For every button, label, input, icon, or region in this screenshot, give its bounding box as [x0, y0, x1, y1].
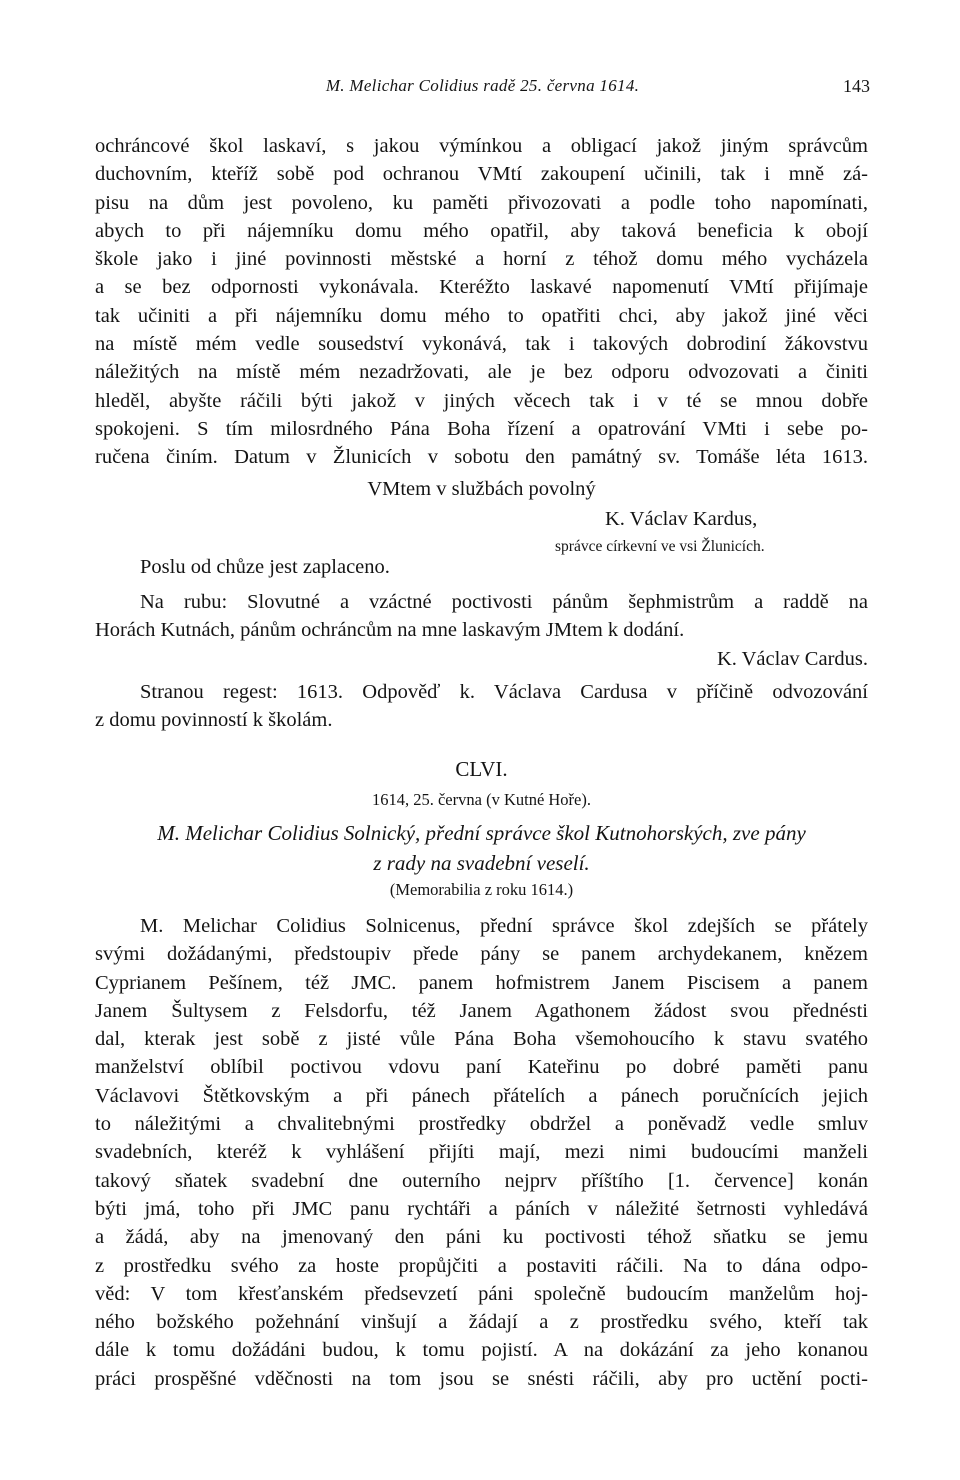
text-line: ochráncové škol laskaví, s jakou výmínkou a obligací jakož jiným správcům	[95, 135, 868, 157]
text-line: Cyprianem Pešínem, též JMC. panem hofmistrem Janem Piscisem a panem	[95, 971, 868, 994]
text-line: a žádá, aby na jmenovaný den páni ku poctivosti téhož sňatku se jemu	[95, 1226, 868, 1249]
closing-greeting: VMtem v službách povolný	[367, 478, 596, 500]
text-line: ručena činím. Datum v Žlunicích v sobotu den památný sv. Tomáše léta 1613.	[95, 446, 868, 469]
messenger-note: Poslu od chůze jest zaplaceno.	[140, 556, 390, 578]
text-line: náležitých na místě mém nezadržovati, ale je bez odporu odvozovati a činiti	[95, 361, 868, 384]
text-line: abych to při nájemníku domu mého opatřil, aby taková beneficia k obojí	[95, 219, 868, 242]
text-line: býti jmá, toho při JMC panu rychtáři a páních v náležité šetrnosti vyhledává	[95, 1197, 868, 1220]
document-title	[95, 818, 868, 878]
text-line: z domu povinností k školám.	[95, 709, 333, 732]
text-line: spokojeni. S tím milosrdného Pána Boha řízení a opatrování VMti i sebe po-	[95, 417, 868, 440]
text-line: na místě mém vedle sousedství vykonává, tak i takových dobrodiní žákovstvu	[95, 333, 868, 356]
page-number: 143	[843, 76, 870, 96]
text-line: pisu na dům jest povoleno, ku paměti přivozovati a podle toho napomínati,	[95, 191, 868, 214]
document-number: CLVI.	[455, 757, 508, 781]
running-title: M. Melichar Colidius radě 25. června 1614.	[325, 76, 640, 95]
text-line: M. Melichar Colidius Solnicenus, přední správce škol zdejších se přátely	[140, 915, 868, 937]
document-source: (Memorabilia z roku 1614.)	[389, 880, 574, 899]
text-line: duchovním, kteříž sobě pod ochranou VMtí zakoupení učinili, tak i mně zá-	[95, 163, 868, 186]
document-date: 1614, 25. června (v Kutné Hoře).	[371, 790, 591, 809]
text-line: škole jako i jiné povinnosti městské a horní z téhož domu mého vycházela	[95, 248, 868, 271]
text-line: věd: V tom křesťanském předsevzetí páni společně budoucím manželům hoj-	[95, 1282, 868, 1305]
text-line: Janem Šultysem z Felsdorfu, též Janem Agathonem žádost svou přednésti	[95, 999, 868, 1022]
title-line: z rady na svadební veselí.	[373, 851, 590, 875]
letter-body	[95, 132, 868, 472]
text-line: tak učiniti a při nájemníku domu mého to opatřiti chci, aby jakož jiné věci	[95, 304, 868, 327]
text-line: Stranou regest: 1613. Odpověď k. Václava Cardusa v příčině odvozování	[140, 681, 868, 703]
text-line: ného božského požehnání vinšují a žádají a z prostředku svého, kteří tak	[95, 1311, 868, 1334]
text-line: a se bez odpornosti vykonávala. Kteréžto laskavé napomenutí VMtí přijímaje	[95, 276, 868, 299]
text-line: Václavovi Štětkovským a při pánech přátelích a pánech poručnících jejich	[95, 1084, 868, 1107]
text-line: svadebních, kteréž k vyhlášení přijíti mají, mezi nimi budoucími manželi	[95, 1141, 868, 1164]
text-line: z prostředku svého za hoste propůjčiti a postaviti ráčili. Na to dána odpo-	[95, 1254, 868, 1277]
verso-note	[95, 588, 868, 645]
regest-note	[95, 678, 868, 735]
text-line: takový sňatek svadební dne outerního nejprv příštího [1. července] konán	[95, 1169, 868, 1192]
text-line: dále k tomu dožádáni budou, k tomu pojistí. A na dokázání za jeho konanou	[95, 1339, 868, 1362]
signature-title: správce církevní ve vsi Žlunicích.	[555, 538, 765, 555]
page-header	[95, 76, 870, 106]
text-line: práci prospěšné vděčnosti na tom jsou se snésti ráčili, aby pro uctění pocti-	[95, 1367, 868, 1390]
text-line: Na rubu: Slovutné a vzáctné poctivosti pánům šephmistrům a raddě na	[140, 591, 868, 613]
document-body	[95, 912, 868, 1393]
text-line: to náležitými a chvalitebnými prostředky obdržel a poněvadž vedle smluv	[95, 1113, 868, 1136]
text-line: hleděl, abyšte ráčili býti jakož v jiných věcech tak i v té se mnou dobře	[95, 389, 868, 412]
signature: K. Václav Kardus,	[605, 508, 758, 530]
title-line: M. Melichar Colidius Solnický, přední správce škol Kutnohorských, zve pány	[157, 821, 806, 845]
text-line: dal, kterak jest sobě z jisté vůle Pána Boha všemohoucího k stavu svatého	[95, 1028, 868, 1051]
verso-signature: K. Václav Cardus.	[716, 648, 868, 670]
text-line: manželství oblíbil poctivou vdovu paní Kateřinu po dobré paměti panu	[95, 1056, 868, 1079]
text-line: Horách Kutnách, pánům ochráncům na mne laskavým JMtem k dodání.	[95, 619, 685, 642]
text-line: svými dožádanými, předstoupiv přede pány se panem archydekanem, knězem	[95, 943, 868, 966]
